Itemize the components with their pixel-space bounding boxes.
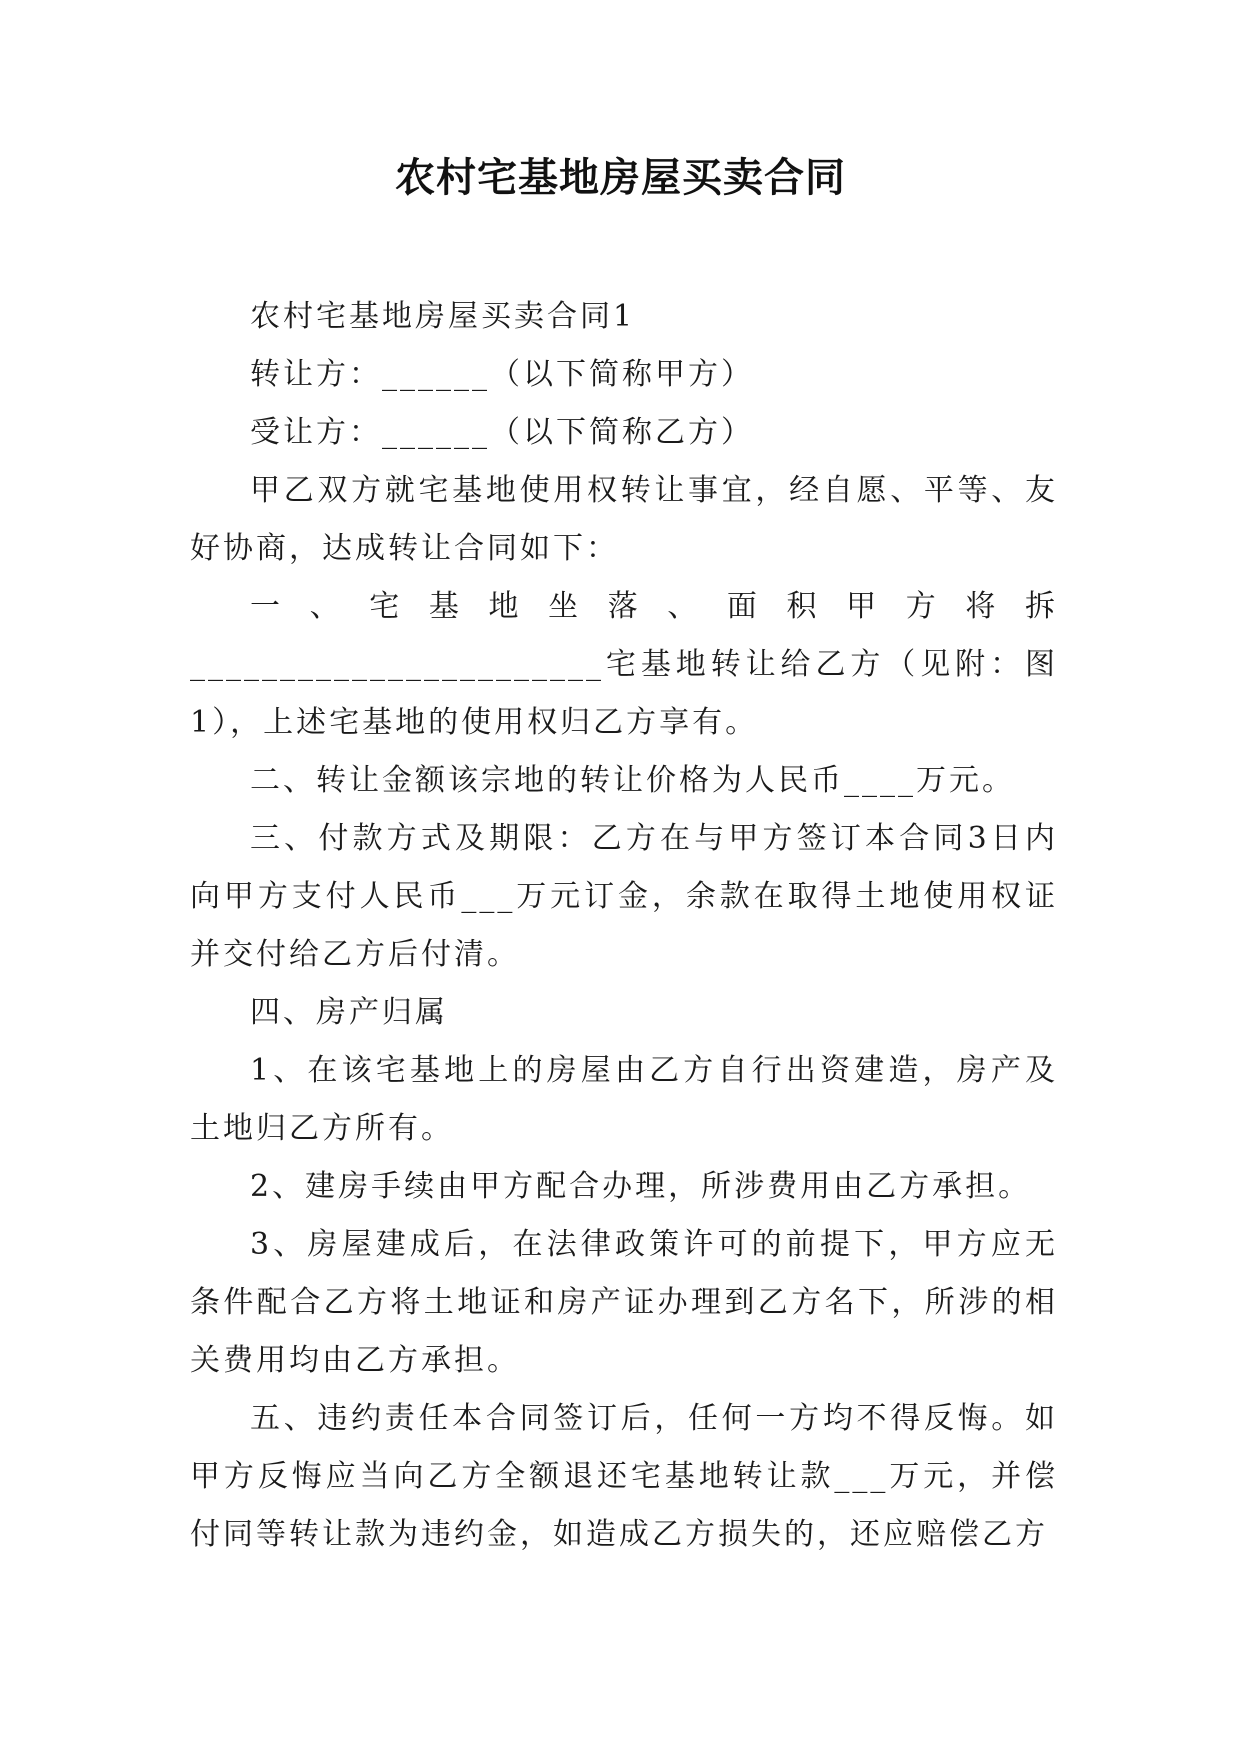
paragraph-contract-number: 农村宅基地房屋买卖合同1 bbox=[250, 299, 636, 334]
paragraph-clause-5-liability: 五、违约责任本合同签订后，任何一方均不得反悔。如甲方反悔应当向乙方全额退还宅基地转让款___万元，并偿付同等转让款为违约金，如造成乙方损失的，还应赔偿乙方 bbox=[190, 1401, 1058, 1552]
paragraph-preamble: 甲乙双方就宅基地使用权转让事宜，经自愿、平等、友好协商，达成转让合同如下： bbox=[190, 473, 1058, 566]
paragraph-clause-4-item-1: 1、在该宅基地上的房屋由乙方自行出资建造，房产及土地归乙方所有。 bbox=[190, 1053, 1058, 1146]
paragraph-transferor: 转让方：______（以下简称甲方） bbox=[250, 357, 754, 392]
paragraph-transferee: 受让方：______（以下简称乙方） bbox=[250, 415, 754, 450]
paragraph-clause-1-location: 一、宅基地坐落、面积甲方将拆_______________________宅基地转让给乙方（见附：图1），上述宅基地的使用权归乙方享有。 bbox=[190, 589, 1058, 740]
document-body bbox=[190, 288, 1058, 1564]
paragraph-clause-4-item-2: 2、建房手续由甲方配合办理，所涉费用由乙方承担。 bbox=[250, 1169, 1032, 1204]
paragraph-clause-4-heading: 四、房产归属 bbox=[250, 995, 448, 1030]
document-title: 农村宅基地房屋买卖合同 bbox=[395, 155, 846, 201]
paragraph-clause-2-price: 二、转让金额该宗地的转让价格为人民币____万元。 bbox=[250, 763, 1015, 798]
paragraph-clause-3-payment: 三、付款方式及期限：乙方在与甲方签订本合同3日内向甲方支付人民币___万元订金，余款在取得土地使用权证并交付给乙方后付清。 bbox=[190, 821, 1058, 972]
paragraph-clause-4-item-3: 3、房屋建成后，在法律政策许可的前提下，甲方应无条件配合乙方将土地证和房产证办理到乙方名下，所涉的相关费用均由乙方承担。 bbox=[190, 1227, 1058, 1378]
